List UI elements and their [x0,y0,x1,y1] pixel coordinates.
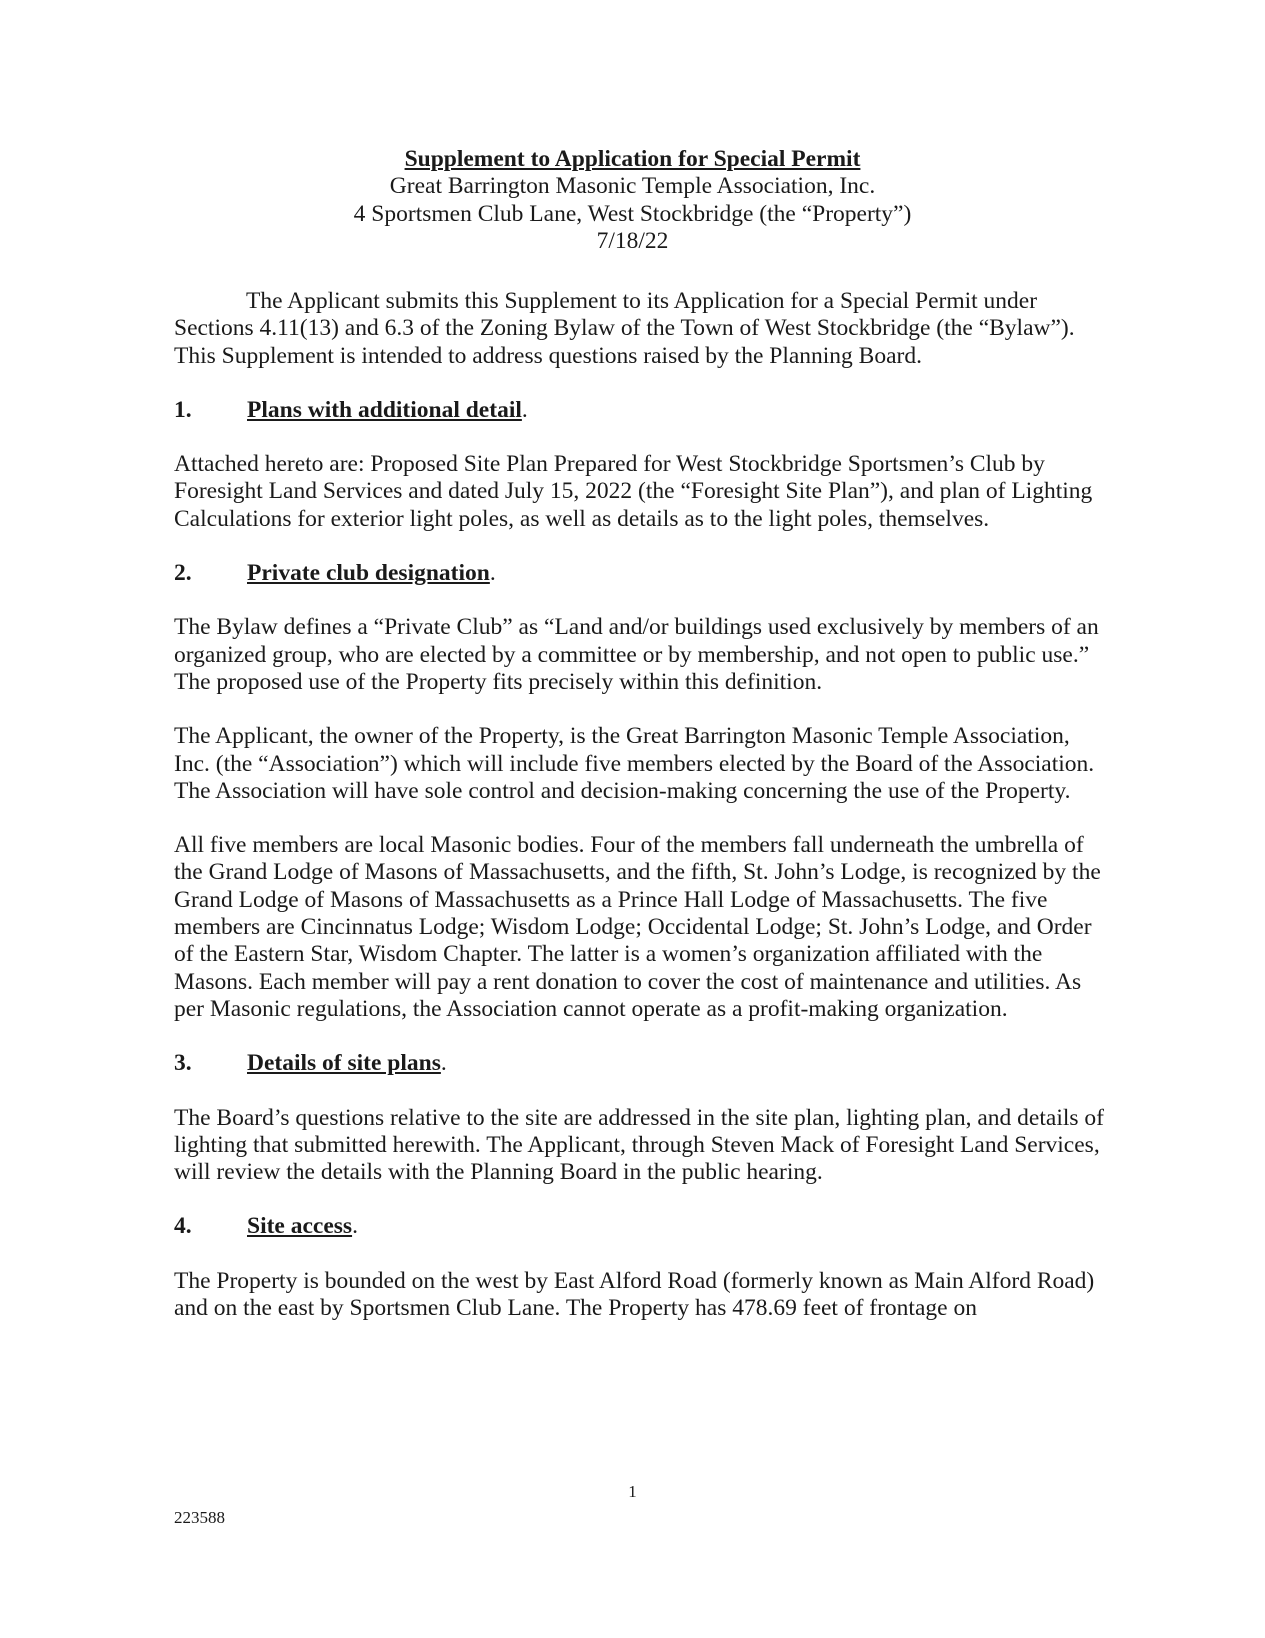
section-4-paragraph: The Property is bounded on the west by East Alford Road (formerly known as Main Alford Road) and on the east by Sportsmen Club Lane. The Property has 478.69 feet of frontage on [174,1267,1095,1322]
section-number: 1. [174,396,192,423]
document-header [0,146,1265,255]
section-heading-4: 4. Site access. [174,1213,358,1240]
page-number: 1 [628,1482,637,1501]
section-number: 4. [174,1213,192,1240]
document-body [174,288,1104,1349]
section-heading-3: 3. Details of site plans. [174,1050,447,1077]
intro-paragraph: The Applicant submits this Supplement to its Application for a Special Permit under Sections 4.11(13) and 6.3 of the Zoning Bylaw of the Town of West Stockbridge (the “Bylaw”). This Supplement is intended to address questions raised by the Planning Board. [174,288,1075,369]
section-title: Private club designation [247,560,490,587]
applicant-name: Great Barrington Masonic Temple Association, Inc. [389,173,876,200]
section-3-paragraph: The Board’s questions relative to the site are addressed in the site plan, lighting plan, and details of lighting that submitted herewith. The Applicant, through Steven Mack of Foresight Land Services, will review the details with the Planning Board in the public hearing. [174,1104,1104,1186]
property-address: 4 Sportsmen Club Lane, West Stockbridge (the “Property”) [353,200,912,227]
section-number: 3. [174,1050,192,1077]
document-id: 223588 [174,1508,225,1527]
document-title: Supplement to Application for Special Permit [404,146,861,172]
section-1-paragraph: Attached hereto are: Proposed Site Plan Prepared for West Stockbridge Sportsmen’s Club by Foresight Land Services and dated July 15, 2022 (the “Foresight Site Plan”), and plan of Lighting Calculations for exterior light poles, as well as details as to the light poles, themselves. [174,451,1093,532]
section-number: 2. [174,560,192,587]
section-heading-1: 1. Plans with additional detail. [174,396,528,423]
section-2-paragraph-2: The Applicant, the owner of the Property, is the Great Barrington Masonic Temple Association, Inc. (the “Association”) which will include five members elected by the Board of the Association. The Association will have sole control and decision-making concerning the use of the Property. [174,723,1095,804]
section-heading-2: 2. Private club designation. [174,560,496,587]
section-2-paragraph-3: All five members are local Masonic bodies. Four of the members fall underneath the umbrella of the Grand Lodge of Masons of Massachusetts, and the fifth, St. John’s Lodge, is recognized by the Grand Lodge of Masons of Massachusetts as a Prince Hall Lodge of Massachusetts. The five members are Cincinnatus Lodge; Wisdom Lodge; Occidental Lodge; St. John’s Lodge, and Order of the Eastern Star, Wisdom Chapter. The latter is a women’s organization affiliated with the Masons. Each member will pay a rent donation to cover the cost of maintenance and utilities. As per Masonic regulations, the Association cannot operate as a profit-making organization. [174,832,1101,1022]
section-title: Details of site plans [247,1050,441,1077]
document-date: 7/18/22 [596,227,669,254]
section-title: Plans with additional detail [247,396,522,423]
section-2-paragraph-1: The Bylaw defines a “Private Club” as “Land and/or buildings used exclusively by members of an organized group, who are elected by a committee or by membership, and not open to public use.” The proposed use of the Property fits precisely within this definition. [174,614,1099,695]
section-title: Site access [247,1213,353,1240]
